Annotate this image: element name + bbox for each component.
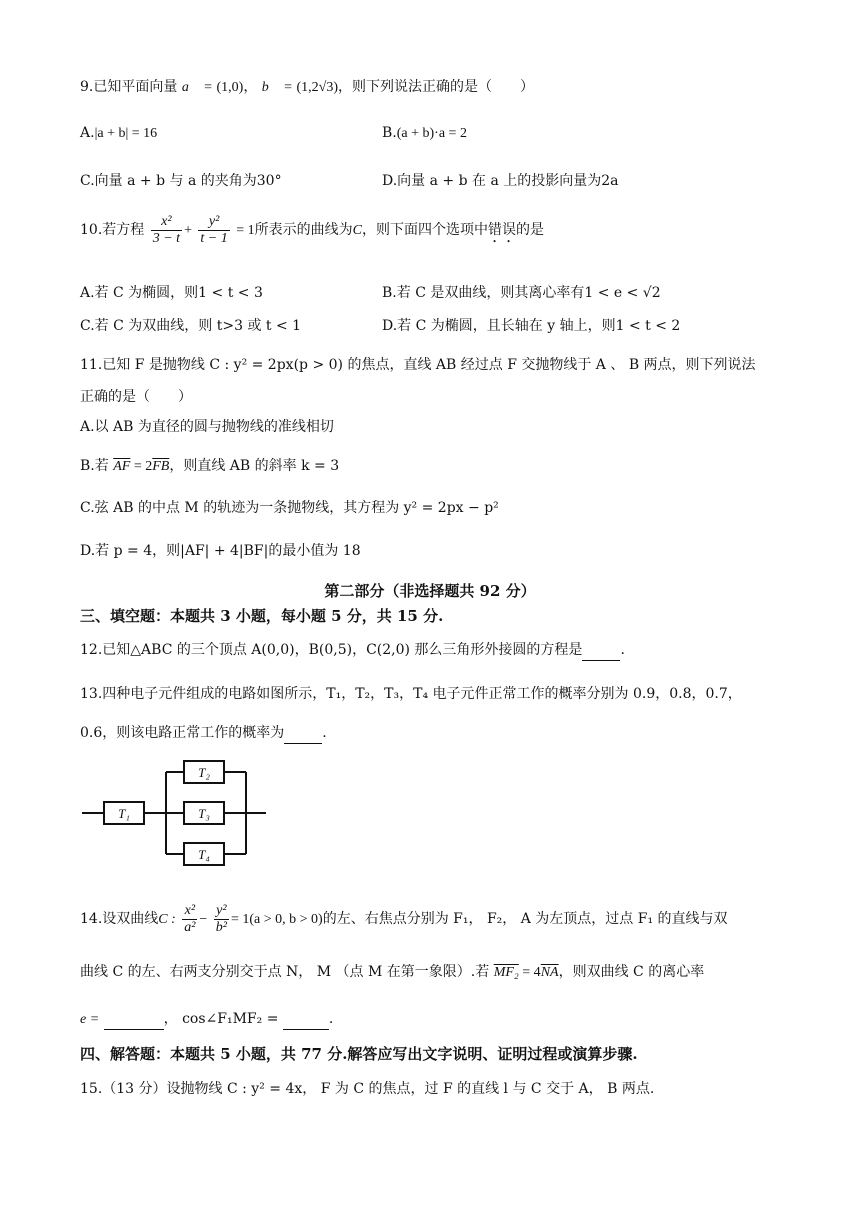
q14-condition: = 1(a > 0, b > 0): [230, 912, 323, 927]
q9-option-b: [382, 123, 467, 144]
q10-wrong-emphasis: 错误: [487, 222, 516, 238]
q9-option-a-expr: |a + b| = 16: [94, 126, 158, 141]
q10-fraction-x: $\frac{\text{x²}}{3 - t}$: [152, 213, 181, 246]
q9-option-a-label: A.: [80, 125, 95, 141]
q10-option-b: B.若 C 是双曲线，则其离心率有1 < e < √2: [382, 285, 661, 301]
q13-line2: 0.6，则该电路正常工作的概率为 .: [80, 723, 327, 744]
q10-option-d: D.若 C 为椭圆，且长轴在 y 轴上，则1 < t < 2: [382, 318, 681, 334]
q14-vector-mf2: MF₂: [493, 965, 519, 980]
q11-vector-fb: $\overline{FB}$: [152, 459, 170, 474]
q15-line: 15.（13 分）设抛物线 C : y² = 4x， F 为 C 的焦点，过 F 的直线 l 与 C 交于 A， B 两点.: [80, 1081, 655, 1097]
q11-option-d: D.若 p = 4，则|AF| + 4|BF|的最小值为 18: [80, 543, 361, 559]
q10-stem-c: ，则下面四个选项中: [361, 222, 488, 238]
q14-stem-a: 14.设双曲线: [80, 911, 159, 927]
q10-stem-b: 所表示的曲线为: [254, 222, 353, 238]
q11-option-c: C.弦 AB 的中点 M 的轨迹为一条抛物线，其方程为 y² = 2px − p²: [80, 500, 499, 516]
q9-b-value: (1,2√3): [296, 80, 339, 95]
q14-stem-line: 14.设双曲线C : $\frac{\text{x²}}{\text{a²}}$ − $\frac{\text{y²}}{\text{b²}}$ = 1(a > 0, b > 0)的左、右焦点分别为 F₁， F₂， A 为左顶点，过点 F₁ 的直线与双: [80, 902, 728, 935]
q9-a-value: (1,0): [216, 80, 244, 95]
q10-option-a: A.若 C 为椭圆，则1 < t < 3: [80, 285, 263, 301]
q9-option-a: [80, 123, 157, 144]
q10-eq: = 1: [236, 223, 255, 238]
q10-option-c: C.若 C 为双曲线，则 t>3 或 t < 1: [80, 318, 302, 334]
q11-line2: 正确的是（ ）: [80, 389, 192, 405]
q10-stem-line: 10.若方程 $\frac{\text{x²}}{3 - t}$ + $\frac{\text{y²}}{t - 1}$ = 1所表示的曲线为C，则下面四个选项中错误的是: [80, 213, 544, 246]
q14-stem-b: 的左、右焦点分别为 F₁， F₂， A 为左顶点，过点 F₁ 的直线与双: [322, 911, 728, 927]
q9-tail: ，则下列说法正确的是（ ）: [338, 79, 535, 95]
q13-line2-text: 0.6，则该电路正常工作的概率为: [80, 725, 285, 741]
q10-stem-d: 的是: [515, 222, 544, 238]
q9-stem: 9.已知平面向量: [80, 79, 178, 95]
q11-line1: 11.已知 F 是抛物线 C : y² = 2px(p > 0) 的焦点，直线 AB 经过点 F 交抛物线于 A 、 B 两点，则下列说法: [80, 357, 756, 373]
q9-option-b-label: B.: [382, 125, 397, 141]
q12-blank: [582, 640, 620, 661]
q9-option-c: C.向量 a + b 与 a 的夹角为30°: [80, 173, 282, 189]
q14-blank-cos: [283, 1009, 329, 1030]
t3-label: T₃: [198, 806, 210, 821]
t2-label: T₂: [198, 765, 210, 780]
q14-line3: e = ， cos∠F₁MF₂ = .: [80, 1009, 333, 1030]
q11-option-b: B.若 $\overline{AF} = 2\overline{FB}$，则直线 AB 的斜率 k = 3: [80, 458, 340, 474]
section3-heading: 三、填空题：本题共 3 小题，每小题 5 分，共 15 分.: [80, 607, 444, 625]
q11-option-a: A.以 AB 为直径的圆与抛物线的准线相切: [80, 419, 334, 435]
q14-line2: 曲线 C 的左、右两支分别交于点 N， M （点 M 在第一象限）.若 $MF_2 = 4\overline{NA}$，则双曲线 C 的离心率: [80, 964, 705, 980]
q12-line: 12.已知△ABC 的三个顶点 A(0,0)，B(0,5)，C(2,0) 那么三角形外接圆的方程是 .: [80, 640, 625, 661]
q11-vector-af: $\overline{AF}$: [113, 459, 131, 474]
section4-heading: 四、解答题：本题共 5 小题，共 77 分.解答应写出文字说明、证明过程或演算步骤.: [80, 1045, 638, 1063]
q13-line1: 13.四种电子元件组成的电路如图所示，T₁，T₂，T₃，T₄ 电子元件正常工作的概率分别为 0.9，0.8，0.7，: [80, 686, 742, 702]
q10-stem-a: 10.若方程: [80, 222, 145, 238]
q14-fraction-x: $\frac{\text{x²}}{\text{a²}}$: [184, 902, 196, 935]
t4-label: T₄: [198, 847, 210, 862]
q14-blank-e: [104, 1009, 164, 1030]
q9-option-d: D.向量 a + b 在 a 上的投影向量为2a: [382, 173, 619, 189]
q9-stem-line: 9.已知平面向量 a⃗ = (1,0)， b⃗ = (1,2√3)，则下列说法正确的是（ ）: [80, 79, 535, 95]
part2-title: 第二部分（非选择题共 92 分）: [324, 582, 536, 600]
q14-vector-na: $\overline{NA}$: [540, 965, 559, 980]
q10-fraction-y: $\frac{\text{y²}}{t - 1}$: [200, 213, 228, 246]
q12-text: 12.已知△ABC 的三个顶点 A(0,0)，B(0,5)，C(2,0) 那么三角形外接圆的方程是: [80, 642, 583, 658]
q13-blank: [284, 723, 322, 744]
q9-option-b-expr: (a + b)·a = 2: [396, 126, 467, 141]
q14-fraction-y: $\frac{\text{y²}}{\text{b²}}$: [215, 902, 227, 935]
t1-label: T₁: [118, 806, 130, 821]
circuit-diagram: [82, 758, 272, 873]
